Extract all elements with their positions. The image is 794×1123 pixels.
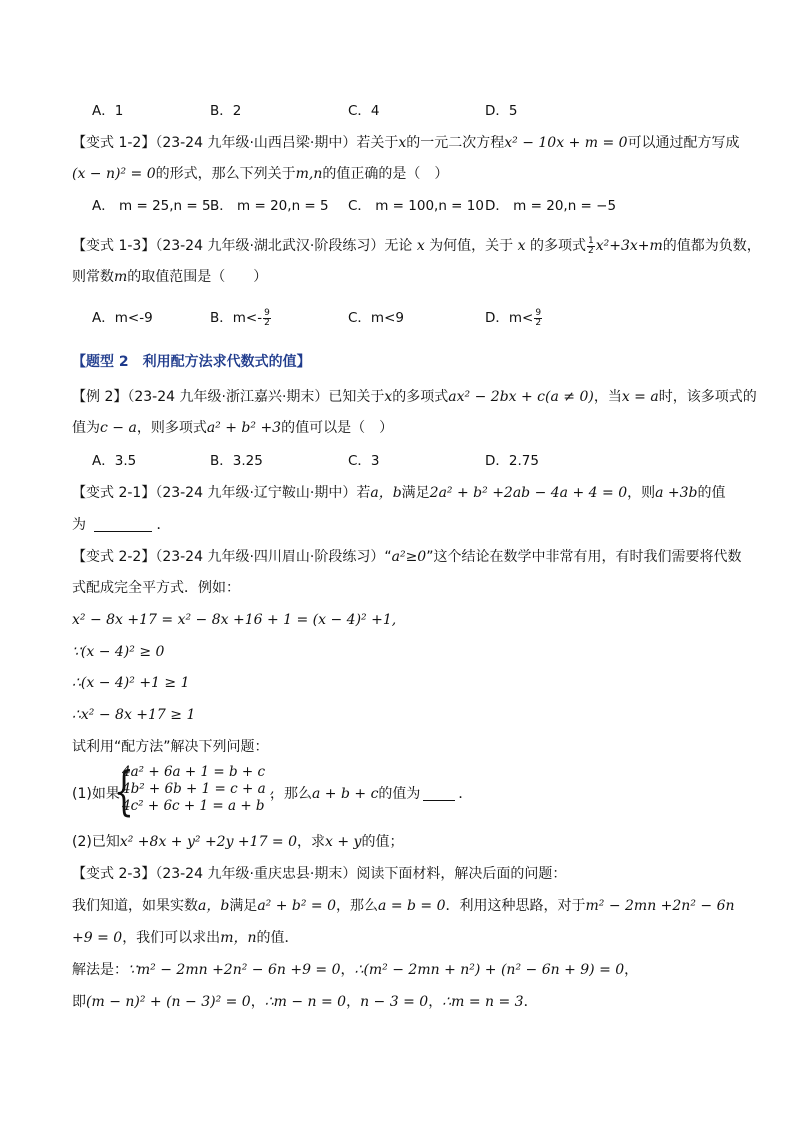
q1-2-option-d[interactable]: D． m = 20,n = −5 xyxy=(485,198,617,214)
q2-2-sub1-answer-blank[interactable] xyxy=(423,786,455,801)
system-of-equations: 4a² + 6a + 1 = b + c 4b² + 6b + 1 = c + a , 4c² + 6c + 1 = a + b xyxy=(122,764,275,814)
ex2-stem-line2: 值为c − a，则多项式a² + b² +3的值可以是（ ） xyxy=(72,420,394,436)
q2-2-stem-line1: 【变式 2-2】（23-24 九年级·四川眉山·阶段练习）“a²≥0”这个结论在数学中非常有用，有时我们需要将代数 xyxy=(72,549,742,565)
q2-2-example-line3: ∴(x − 4)² +1 ≥ 1 xyxy=(72,675,190,691)
q2-2-sub2: (2)已知x² +8x + y² +2y +17 = 0，求x + y的值； xyxy=(72,834,404,850)
q1-2-stem-line2: (x − n)² = 0的形式，那么下列关于m,n的值正确的是（ ） xyxy=(72,166,449,182)
q1-3-stem-line2: 则常数m的取值范围是（ ） xyxy=(72,269,268,285)
q2-3-stem-line1: 【变式 2-3】（23-24 九年级·重庆忠县·期末）阅读下面材料，解决后面的问题： xyxy=(72,866,567,882)
q1-2-option-a[interactable]: A． m = 25,n = 5 xyxy=(92,198,211,214)
q2-1-stem-line2: 为 ． xyxy=(72,517,171,533)
ex2-option-a[interactable]: A．3.5 xyxy=(92,453,137,469)
q1-3-option-a[interactable]: A．m<-9 xyxy=(92,310,153,326)
q2-3-solution-line1: 解法是：∵m² − 2mn +2n² − 6n +9 = 0，∴(m² − 2mn + n²) + (n² − 6n + 9) = 0， xyxy=(72,962,639,978)
ex2-option-d[interactable]: D．2.75 xyxy=(485,453,539,469)
ex2-option-b[interactable]: B．3.25 xyxy=(210,453,263,469)
ex2-option-c[interactable]: C．3 xyxy=(348,453,380,469)
q2-2-instruction: 试利用“配方法”解决下列问题： xyxy=(72,739,269,755)
q1-3-option-b[interactable]: B．m<- $\frac{9}{2}$ xyxy=(210,307,270,328)
q2-2-stem-line2: 式配成完全平方式．例如： xyxy=(72,580,240,596)
document-page: A．1 B．2 C．4 D．5 【变式 1-2】（23-24 九年级·山西吕梁·期中）若关于x的一元二次方程x² − 10x + m = 0可以通过配方写成 (x − n)² = 0的形式，那么下列关于m,n的值正确的是（ ） A． m = 25,n = 5 B． m = 20,n = 5 C． m = 100,n = 10 D． m = 20,n = −5 【变式 1-3】（23-24 九年级·湖北武汉·阶段练习）无论 x 为何值，关于 x 的多项式 $\frac{1}{2}$ x²+3x+m的值都为负数， 则常数m的取值范围是（ ） A．m<-9 B．m<- $\frac{9}{2}$ C．m<9 D．m< $\frac{9}{2}$ 【题型 2 利用配方法求代数式的值】 【例 2】（23-24 九年级·浙江嘉兴·期末）已知关于x的多项式ax² − 2bx + c(a ≠ 0)，当x = a时，该多项式的 值为c − a，则多项式a² + b² +3的值可以是（ ） A．3.5 B．3.25 C．3 D．2.75 【变式 2-1】（23-24 九年级·辽宁鞍山·期中）若a，b满足2a² + b² +2ab − 4a + 4 = 0，则a +3b的值 为 ． 【变式 2-2】（23-24 九年级·四川眉山·阶段练习）“a²≥0”这个结论在数学中非常有用，有时我们需要将代数 式配成完全平方式．例如： x² − 8x +17 = x² − 8x +16 + 1 = (x − 4)² +1, ∵(x − 4)² ≥ 0 ∴(x − 4)² +1 ≥ 1 ∴x² − 8x +17 ≥ 1 试利用“配方法”解决下列问题： (1)如果 { 4a² + 6a + 1 = b + c 4b² + 6b + 1 = c + a , 4c² + 6c + 1 = a + b ，那么a + b + c的值为 ． (2)已知x² +8x + y² +2y +17 = 0，求x + y的值； 【变式 2-3】（23-24 九年级·重庆忠县·期末）阅读下面材料，解决后面的问题： 我们知道，如果实数a，b满足a² + b² = 0，那么a = b = 0．利用这种思路，对于m² − 2mn +2n² − 6n +9 = 0，我们可以求出m，n的值． 解法是：∵m² − 2mn +2n² − 6n +9 = 0，∴(m² − 2mn + n²) + (n² − 6n + 9) = 0， 即(m − n)² + (n − 3)² = 0，∴m − n = 0，n − 3 = 0，∴m = n = 3． xyxy=(72,103,761,1010)
q2-3-solution-line2: 即(m − n)² + (n − 3)² = 0，∴m − n = 0，n − 3 = 0，∴m = n = 3． xyxy=(72,994,538,1010)
q2-1-stem-line1: 【变式 2-1】（23-24 九年级·辽宁鞍山·期中）若a，b满足2a² + b² +2ab − 4a + 4 = 0，则a +3b的值 xyxy=(72,485,726,501)
q1-2-option-c[interactable]: C． m = 100,n = 10 xyxy=(348,198,484,214)
q1-3-option-d[interactable]: D．m< $\frac{9}{2}$ xyxy=(485,307,542,328)
q2-3-stem-line2: 我们知道，如果实数a，b满足a² + b² = 0，那么a = b = 0．利用这种思路，对于m² − 2mn +2n² − 6n xyxy=(72,898,735,914)
q2-3-stem-line3: +9 = 0，我们可以求出m，n的值． xyxy=(72,930,299,946)
q1-1-option-a[interactable]: A．1 xyxy=(92,103,124,119)
q1-3-stem-line1: 【变式 1-3】（23-24 九年级·湖北武汉·阶段练习）无论 x 为何值，关于 x 的多项式 $\frac{1}{2}$ x²+3x+m的值都为负数， xyxy=(72,235,761,256)
q2-2-example-line1: x² − 8x +17 = x² − 8x +16 + 1 = (x − 4)² +1, xyxy=(72,612,397,628)
q1-3-option-c[interactable]: C．m<9 xyxy=(348,310,404,326)
one-half-fraction: $\frac{1}{2}$ xyxy=(587,235,594,256)
q2-2-example-line4: ∴x² − 8x +17 ≥ 1 xyxy=(72,707,196,723)
q1-1-option-d[interactable]: D．5 xyxy=(485,103,518,119)
section-heading-type-2: 【题型 2 利用配方法求代数式的值】 xyxy=(72,354,311,370)
ex2-stem-line1: 【例 2】（23-24 九年级·浙江嘉兴·期末）已知关于x的多项式ax² − 2bx + c(a ≠ 0)，当x = a时，该多项式的 xyxy=(72,389,757,405)
left-brace-icon: { xyxy=(114,762,134,822)
q1-1-option-b[interactable]: B．2 xyxy=(210,103,242,119)
q1-2-option-b[interactable]: B． m = 20,n = 5 xyxy=(210,198,329,214)
q1-2-stem-line1: 【变式 1-2】（23-24 九年级·山西吕梁·期中）若关于x的一元二次方程x² − 10x + m = 0可以通过配方写成 xyxy=(72,135,740,151)
q2-2-example-line2: ∵(x − 4)² ≥ 0 xyxy=(72,644,165,660)
q2-1-answer-blank[interactable] xyxy=(94,517,152,532)
q1-1-option-c[interactable]: C．4 xyxy=(348,103,380,119)
